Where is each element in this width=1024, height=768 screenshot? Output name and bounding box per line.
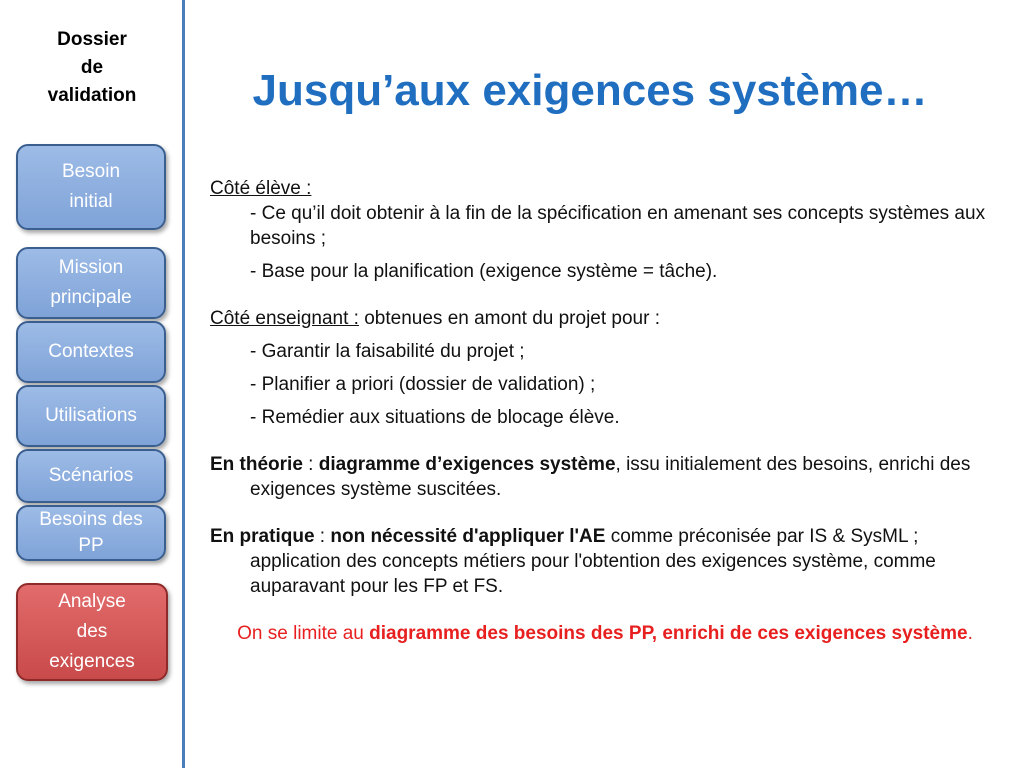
nav-button-besoins-des-pp[interactable]	[16, 505, 166, 561]
theorie-label: En théorie	[210, 454, 303, 475]
nav-button-label: Besoin	[61, 161, 121, 182]
conclusion-paragraph	[210, 621, 1000, 646]
nav-button-label: Besoins des	[39, 509, 143, 530]
nav-button-label: Contextes	[48, 341, 134, 362]
pratique-paragraph	[210, 524, 1000, 599]
eleve-label: Côté élève :	[210, 178, 312, 199]
pratique-text: comme préconisée par IS & SysML ; application des concepts métiers pour l'obtention des exigences système, comme auparavant pour les FP et FS.	[250, 526, 936, 597]
eleve-heading	[210, 176, 1000, 201]
nav-button-analyse-des-exigences[interactable]	[16, 583, 168, 681]
nav-button-mission-principale[interactable]	[16, 247, 166, 319]
conclusion-text: On se limite au	[237, 623, 370, 644]
sidebar-title-line: de	[80, 57, 104, 78]
enseignant-item: - Planifier a priori (dossier de validation) ;	[250, 374, 596, 395]
theorie-bold: diagramme d’exigences système	[318, 454, 616, 475]
enseignant-heading	[210, 306, 1000, 331]
pratique-sep: :	[314, 526, 331, 547]
slide-title: Jusqu’aux exigences système…	[252, 66, 928, 115]
enseignant-text: obtenues en amont du projet pour :	[358, 308, 660, 329]
enseignant-item: - Remédier aux situations de blocage élève.	[250, 407, 620, 428]
nav-button-label: PP	[78, 535, 104, 556]
nav-button-utilisations[interactable]	[16, 385, 166, 447]
nav-button-contextes[interactable]	[16, 321, 166, 383]
eleve-item: - Ce qu’il doit obtenir à la fin de la spécification en amenant ses concepts systèmes aux besoins ;	[250, 203, 986, 249]
theorie-sep: :	[302, 454, 319, 475]
sidebar-title-line: validation	[47, 85, 137, 106]
pratique-label: En pratique	[210, 526, 315, 547]
sidebar-title-line: Dossier	[57, 29, 127, 50]
nav-button-scenarios[interactable]	[16, 449, 166, 503]
nav-button-label: Utilisations	[45, 405, 137, 426]
nav-button-label: Analyse	[58, 591, 126, 612]
pratique-bold: non nécessité d'appliquer l'AE	[330, 526, 606, 547]
enseignant-item: - Garantir la faisabilité du projet ;	[250, 341, 525, 362]
theorie-text: , issu initialement des besoins, enrichi des exigences système suscitées.	[250, 454, 971, 500]
nav-button-label: Mission	[58, 257, 124, 278]
slide-body	[210, 176, 1000, 646]
eleve-item: - Base pour la planification (exigence système = tâche).	[250, 261, 718, 282]
nav-button-besoin-initial[interactable]	[16, 144, 166, 230]
conclusion-end: .	[967, 623, 973, 644]
nav-button-label: exigences	[49, 651, 135, 672]
nav-button-label: initial	[69, 191, 113, 212]
conclusion-bold: diagramme des besoins des PP, enrichi de ces exigences système	[369, 623, 968, 644]
sidebar-title	[22, 26, 162, 110]
enseignant-label: Côté enseignant :	[210, 308, 359, 329]
theorie-paragraph	[210, 452, 1000, 502]
nav-button-label: Scénarios	[48, 465, 134, 486]
nav-button-label: des	[76, 621, 108, 642]
nav-button-label: principale	[50, 287, 132, 308]
sidebar-divider	[182, 0, 185, 768]
